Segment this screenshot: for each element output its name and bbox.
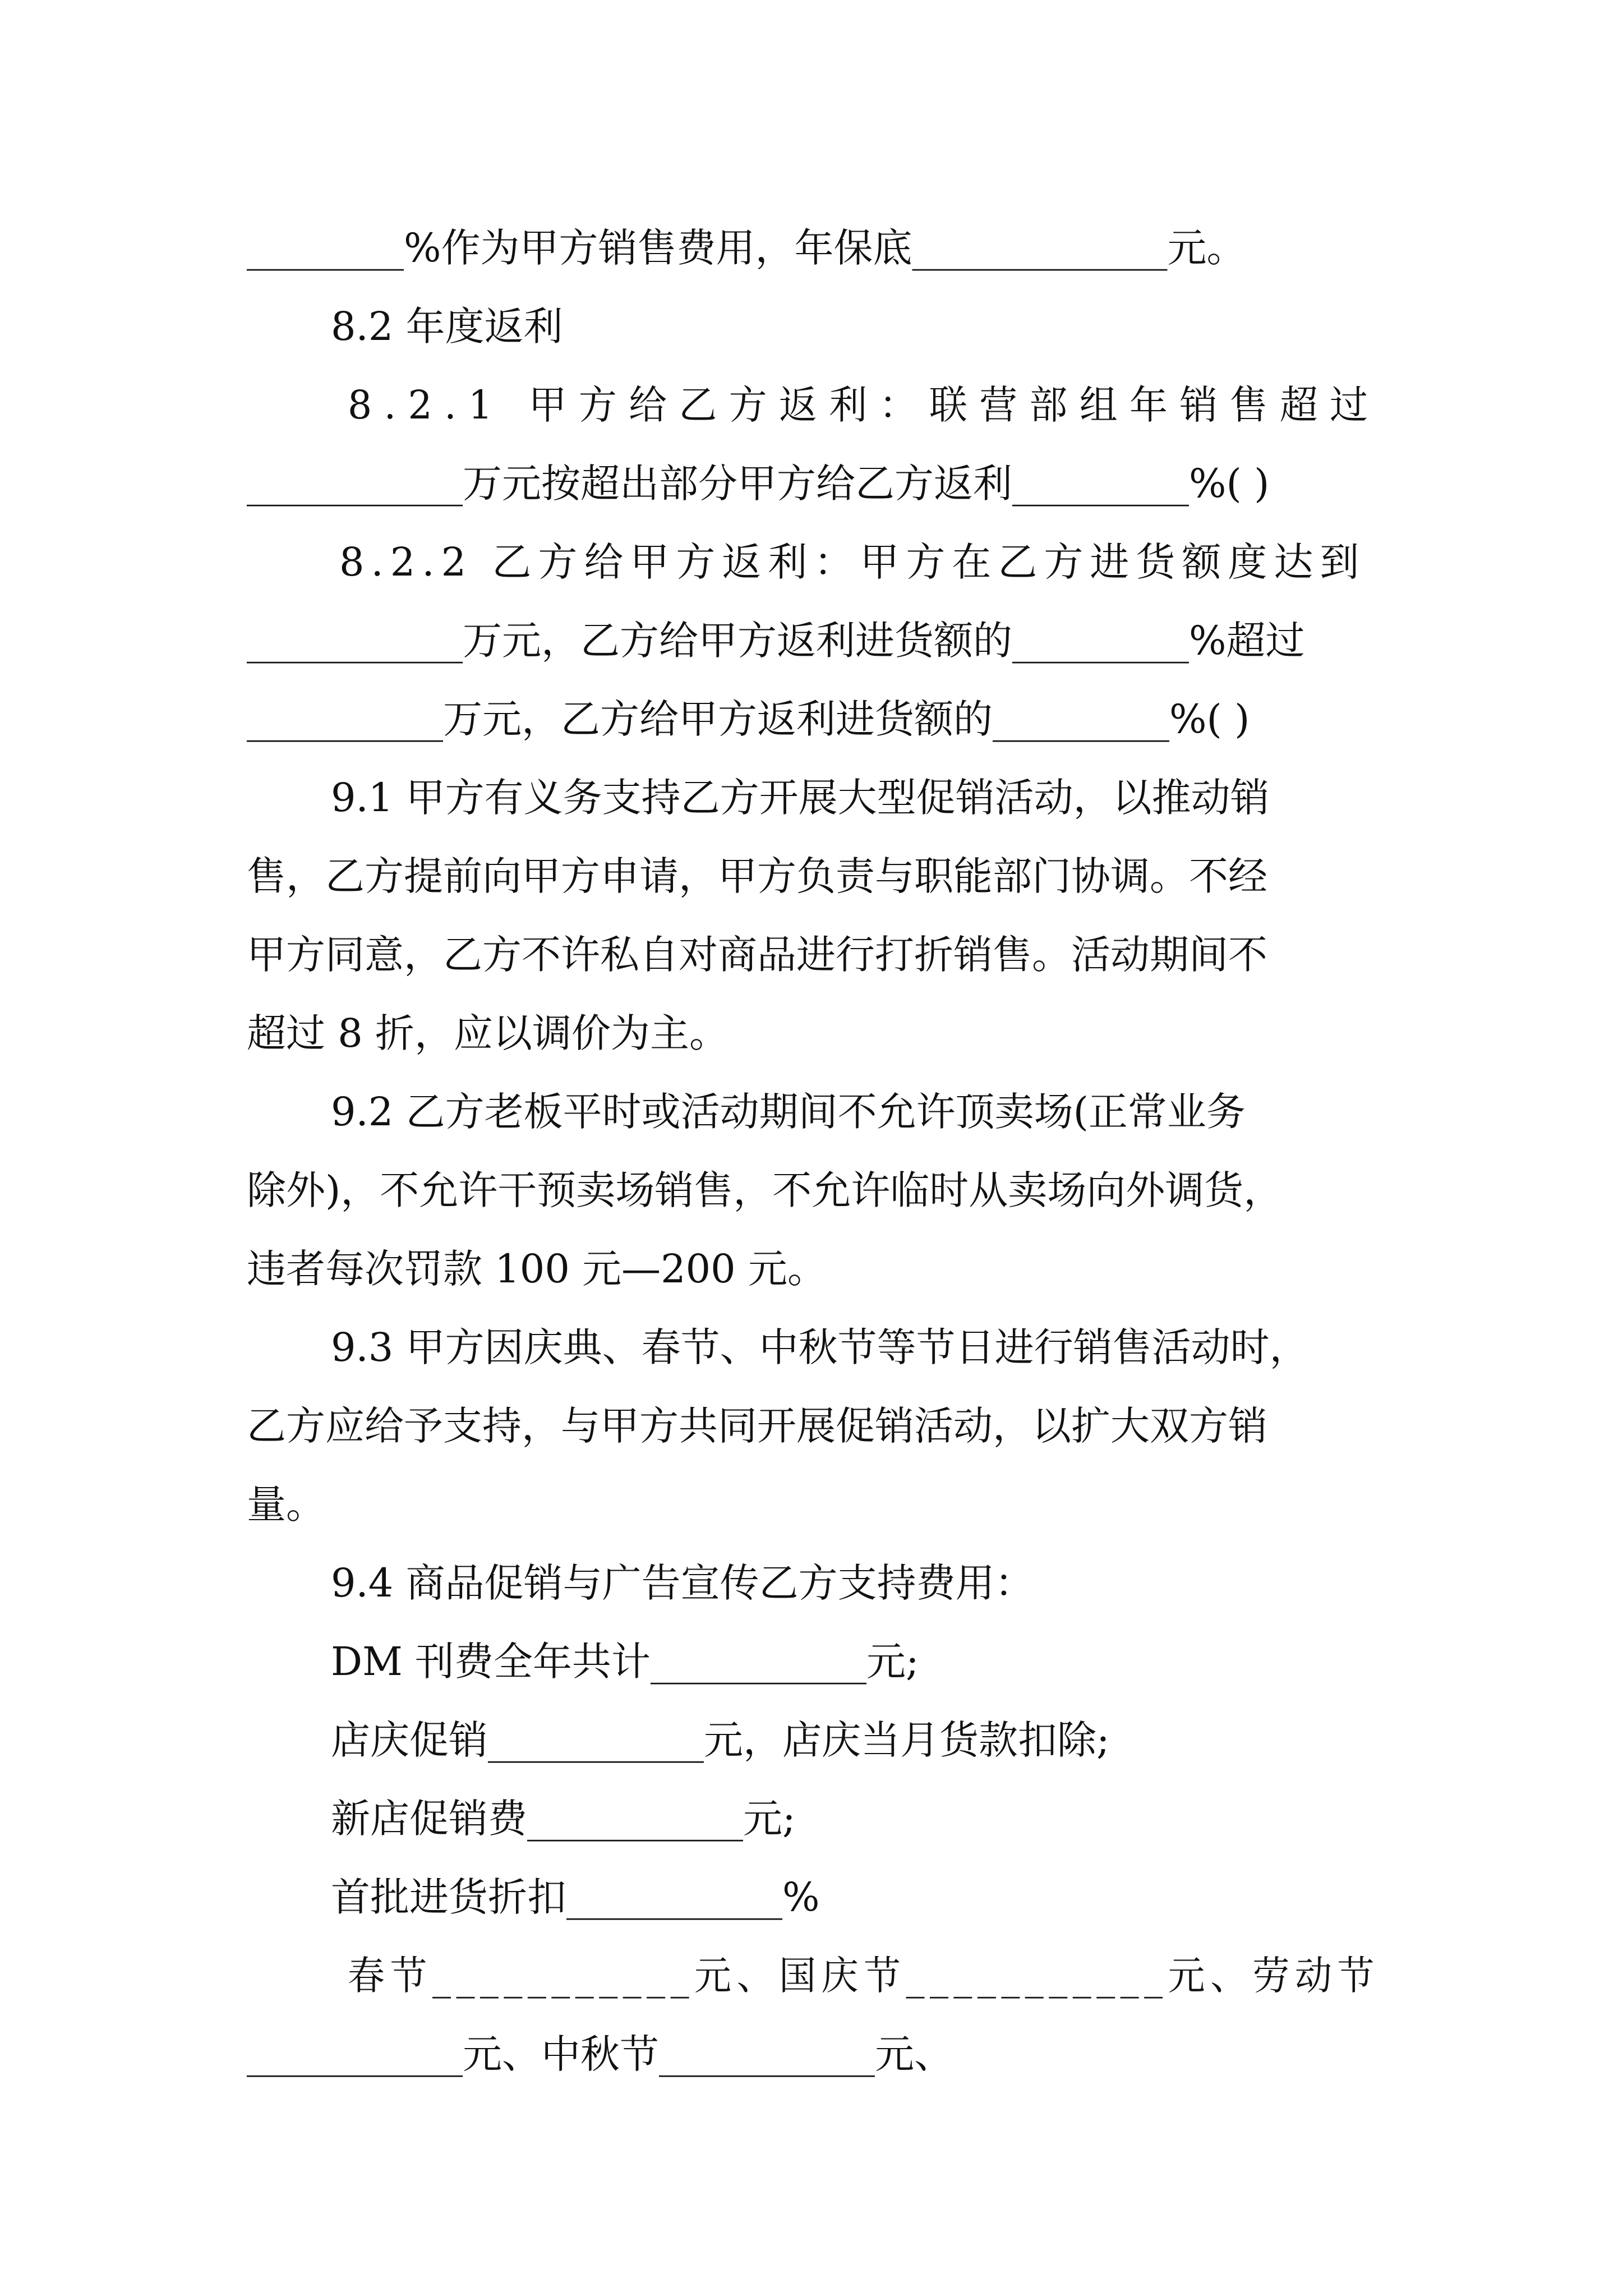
doc-line-7: __________万元，乙方给甲方返利进货额的_________%( ) [247, 696, 1250, 742]
doc-line-23: 春节___________元、国庆节___________元、劳动节 [348, 1953, 1380, 1999]
doc-line-24: ___________元、中秋节___________元、 [247, 2031, 953, 2077]
doc-line-4: ___________万元按超出部分甲方给乙方返利_________%( ) [247, 461, 1270, 507]
doc-line-21: 新店促销费___________元; [331, 1796, 796, 1842]
doc-line-1: ________%作为甲方销售费用，年保底_____________元。 [247, 225, 1246, 271]
doc-line-5: 8.2.2 乙方给甲方返利：甲方在乙方进货额度达到 [339, 539, 1366, 585]
doc-line-6: ___________万元，乙方给甲方返利进货额的_________%超过 [247, 618, 1305, 664]
doc-line-10: 甲方同意，乙方不许私自对商品进行打折销售。活动期间不 [247, 932, 1267, 978]
doc-line-15: 9.3 甲方因庆典、春节、中秋节等节日进行销售活动时， [331, 1324, 1309, 1370]
doc-line-13: 除外)，不允许干预卖场销售，不允许临时从卖场向外调货， [247, 1167, 1283, 1213]
doc-line-20: 店庆促销___________元，店庆当月货款扣除; [331, 1717, 1110, 1763]
doc-line-8: 9.1 甲方有义务支持乙方开展大型促销活动，以推动销 [331, 775, 1270, 821]
doc-line-11: 超过 8 折，应以调价为主。 [247, 1010, 729, 1056]
doc-line-3: 8.2.1 甲方给乙方返利：联营部组年销售超过 [348, 382, 1380, 428]
doc-line-22: 首批进货折扣___________% [331, 1874, 820, 1920]
doc-line-12: 9.2 乙方老板平时或活动期间不允许顶卖场(正常业务 [331, 1089, 1246, 1135]
doc-line-18: 9.4 商品促销与广告宣传乙方支持费用： [331, 1560, 1034, 1606]
doc-line-9: 售，乙方提前向甲方申请，甲方负责与职能部门协调。不经 [247, 853, 1267, 899]
doc-line-16: 乙方应给予支持，与甲方共同开展促销活动，以扩大双方销 [247, 1403, 1267, 1449]
doc-line-14: 违者每次罚款 100 元—200 元。 [247, 1246, 827, 1292]
doc-line-2: 8.2 年度返利 [331, 303, 563, 349]
doc-line-17: 量。 [247, 1481, 325, 1527]
doc-line-19: DM 刊费全年共计___________元; [331, 1639, 919, 1685]
